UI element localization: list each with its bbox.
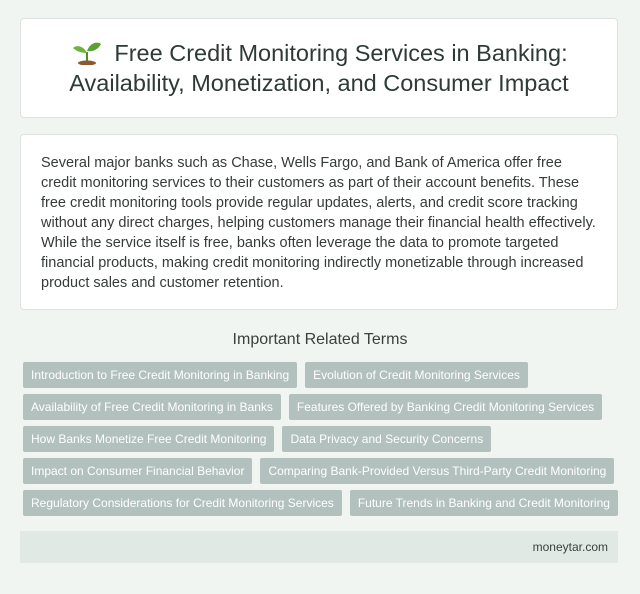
related-term-tag[interactable]: Introduction to Free Credit Monitoring in Banking <box>23 362 297 388</box>
related-terms-list <box>23 362 623 522</box>
related-terms-heading: Important Related Terms <box>232 331 408 348</box>
tag-row <box>23 394 623 420</box>
related-term-tag[interactable]: Impact on Consumer Financial Behavior <box>23 458 252 484</box>
summary-text: Several major banks such as Chase, Wells Fargo, and Bank of America offer free credit monitoring services to their customers as part of their account benefits. These free credit monitoring tools provide regular updates, alerts, and credit score tracking without any direct charges, helping customers manage their financial health effectively. While the service itself is free, banks often leverage the data to promote targeted financial products, making credit monitoring indirectly monetizable through increased product sales and customer retention. <box>41 155 596 291</box>
footer-site-link[interactable]: moneytar.com <box>532 540 608 554</box>
title-card <box>20 18 618 118</box>
tag-row <box>23 362 623 388</box>
sprout-icon <box>70 39 104 65</box>
tag-row <box>23 458 623 484</box>
related-term-tag[interactable]: Features Offered by Banking Credit Monitoring Services <box>289 394 602 420</box>
related-term-tag[interactable]: Future Trends in Banking and Credit Monitoring <box>350 490 618 516</box>
tag-row <box>23 490 623 516</box>
related-term-tag[interactable]: Evolution of Credit Monitoring Services <box>305 362 528 388</box>
related-term-tag[interactable]: Availability of Free Credit Monitoring in Banks <box>23 394 281 420</box>
page-title-text: Free Credit Monitoring Services in Banking: Availability, Monetization, and Consumer Impact <box>69 40 569 96</box>
footer <box>20 531 618 563</box>
related-term-tag[interactable]: How Banks Monetize Free Credit Monitoring <box>23 426 274 452</box>
page-title <box>39 38 599 98</box>
related-term-tag[interactable]: Data Privacy and Security Concerns <box>282 426 491 452</box>
related-term-tag[interactable]: Regulatory Considerations for Credit Monitoring Services <box>23 490 342 516</box>
tag-row <box>23 426 623 452</box>
summary-card <box>20 134 618 310</box>
related-term-tag[interactable]: Comparing Bank-Provided Versus Third-Party Credit Monitoring <box>260 458 614 484</box>
